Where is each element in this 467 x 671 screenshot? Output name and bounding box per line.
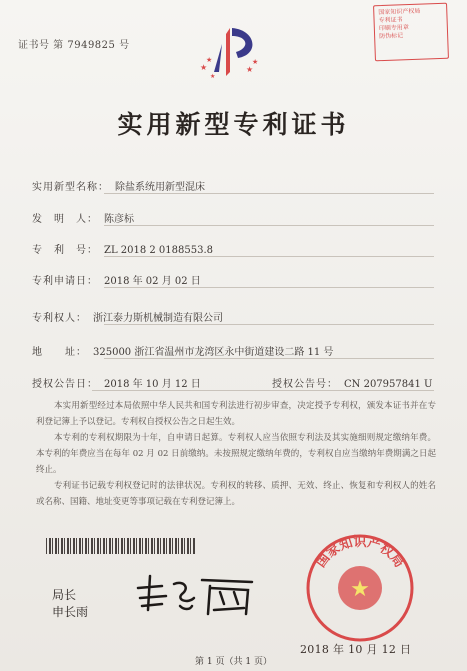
row-grant-date (32, 375, 201, 390)
certificate-title: 实用新型专利证书 (117, 110, 350, 139)
value-address: 325000 浙江省温州市龙湾区永中街道建设二路 11 号 (93, 347, 334, 358)
label-patentee: 专利权人： (32, 313, 87, 324)
top-seal-line-2: 专利证书 (378, 16, 403, 25)
row-inventor (32, 210, 134, 225)
value-grant-number: CN 207957841 U (344, 379, 433, 390)
row-utility-name (32, 178, 205, 193)
value-filing-date: 2018 年 02 月 02 日 (104, 276, 201, 287)
divider (104, 225, 434, 226)
divider (104, 193, 434, 194)
seal-text: 国家知识产权局 (313, 535, 407, 571)
label-grant-number: 授权公告号： (272, 379, 338, 390)
row-patent-number (32, 241, 213, 256)
director-title: 局长 (52, 588, 77, 602)
director-name: 申长雨 (52, 605, 89, 619)
label-filing-date: 专利申请日： (32, 276, 98, 287)
row-grant-number (272, 375, 432, 390)
divider (92, 390, 434, 391)
body-paragraph-2: 本专利的专利权期限为十年，自申请日起算。专利权人应当依照专利法及其实施细则规定缴纳年费。本专利的年费应当在每年 02 月 02 日前缴纳。未按照规定缴纳年费的，专利权自应当缴纳年费期满之日起终止。 (36, 433, 436, 475)
divider (104, 256, 434, 257)
top-seal-line-1: 国家知识产权局 (378, 7, 421, 17)
page-footer: 第 1 页（共 1 页） (195, 657, 272, 667)
row-address (32, 343, 333, 358)
patent-office-emblem-icon (186, 24, 276, 94)
label-address: 地 址： (32, 347, 87, 358)
value-patent-number: ZL 2018 2 0188553.8 (104, 245, 214, 256)
body-paragraph-3: 专利证书记载专利权登记时的法律状况。专利权的转移、质押、无效、终止、恢复和专利权人的姓名或名称、国籍、地址变更等事项记载在专利登记簿上。 (36, 481, 436, 507)
divider (104, 287, 434, 288)
certificate-body (36, 398, 436, 510)
svg-text:★: ★ (206, 56, 213, 64)
svg-text:国家知识产权局 (313, 534, 407, 571)
label-grant-date: 授权公告日： (32, 379, 98, 390)
label-inventor: 发 明 人： (32, 214, 98, 225)
svg-text:★: ★ (350, 577, 370, 602)
certificate-number: 证书号 第 7949825 号 (18, 40, 130, 51)
label-patent-number: 专 利 号： (32, 245, 98, 256)
value-grant-date: 2018 年 10 月 12 日 (104, 379, 201, 390)
value-utility-name: 除盐系统用新型混床 (115, 182, 205, 193)
row-patentee (32, 309, 223, 324)
barcode (46, 538, 196, 554)
divider (104, 324, 434, 325)
divider (104, 358, 434, 359)
svg-text:★: ★ (210, 73, 216, 80)
label-utility-name: 实用新型名称： (32, 182, 109, 193)
official-seal (300, 530, 420, 650)
director-signature (132, 570, 262, 620)
svg-text:★: ★ (246, 65, 254, 74)
body-paragraph-1: 本实用新型经过本局依照中华人民共和国专利法进行初步审查，决定授予专利权，颁发本证书并在专利登记簿上予以登记。专利权自授权公告之日起生效。 (36, 401, 436, 427)
top-right-seal (373, 3, 449, 62)
seal-date: 2018 年 10 月 12 日 (300, 643, 412, 656)
row-filing-date (32, 272, 201, 287)
top-seal-line-4: 防伪标记 (379, 32, 404, 41)
svg-text:★: ★ (200, 63, 208, 72)
svg-text:★: ★ (252, 58, 259, 66)
top-seal-line-3: 印刷专用章 (378, 24, 409, 33)
value-patentee: 浙江泰力斯机械制造有限公司 (93, 313, 223, 324)
value-inventor: 陈彦标 (104, 214, 134, 225)
